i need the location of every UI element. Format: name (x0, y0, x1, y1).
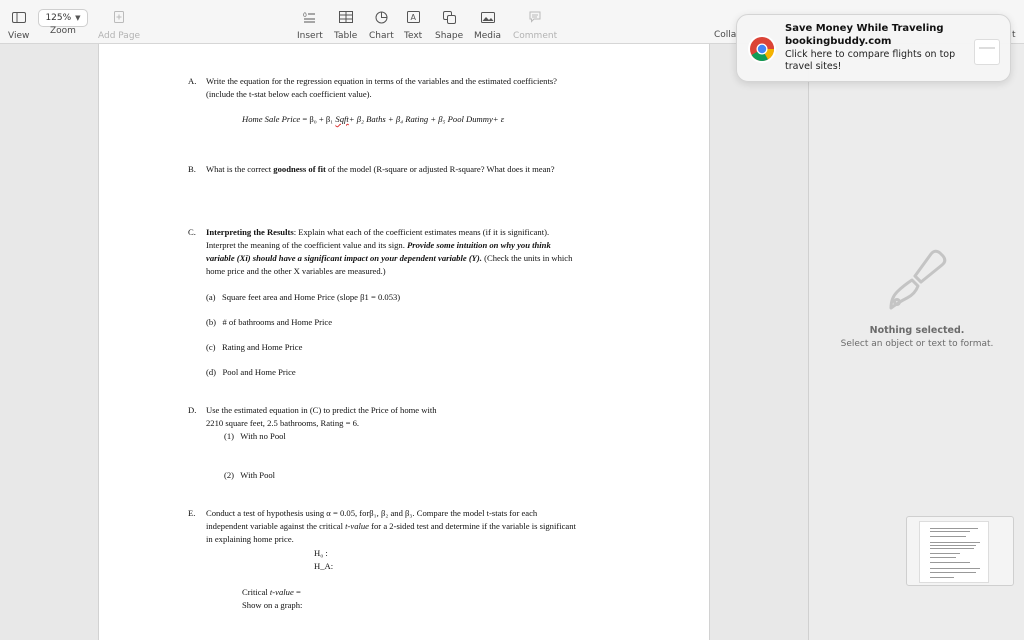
zoom-select[interactable]: 125% ▼ (38, 9, 88, 27)
table-button[interactable]: Table (334, 8, 357, 41)
format-button[interactable]: t (1012, 30, 1016, 40)
question-d-sub-1: (1) With no Pool (224, 431, 286, 441)
media-icon (481, 8, 495, 26)
text-button[interactable]: A Text (404, 8, 422, 41)
comment-icon (529, 8, 541, 26)
question-e-line2: independent variable against the critical t-value for a 2-sided test and determine if the variable is significant (206, 521, 576, 531)
show-on-graph: Show on a graph: (242, 600, 303, 610)
view-button[interactable]: View (8, 8, 29, 41)
svg-text:A: A (410, 13, 416, 22)
chart-button[interactable]: Chart (369, 8, 394, 41)
question-d-letter: D. (188, 405, 197, 415)
shape-button[interactable]: Shape (435, 8, 463, 41)
insert-icon (303, 8, 316, 26)
media-button[interactable]: Media (474, 8, 501, 41)
null-hypothesis: H₀ : (314, 548, 328, 558)
notification-body: Click here to compare flights on top travel sites! (785, 49, 956, 72)
question-d-line1: Use the estimated equation in (C) to predict the Price of home with (206, 405, 437, 415)
question-e-line3: in explaining home price. (206, 534, 294, 544)
question-c-sub-a: (a) Square feet area and Home Price (slope β1 = 0.053) (206, 292, 401, 302)
chrome-notification[interactable] (736, 14, 1011, 82)
question-a-letter: A. (188, 76, 197, 86)
collaborate-button[interactable]: Colla (714, 30, 737, 40)
alt-hypothesis: H_A: (314, 561, 334, 571)
add-page-button[interactable]: Add Page (98, 8, 140, 41)
question-e-letter: E. (188, 508, 196, 518)
question-a-line1: Write the equation for the regression equation in terms of the variables and the estimated coefficients? (206, 76, 557, 86)
inspector-subtitle: Select an object or text to format. (840, 339, 994, 349)
text-box-icon (407, 8, 420, 26)
question-c-line2: Interpret the meaning of the coefficient value and its sign. Provide some intuition on why you think (206, 240, 551, 250)
page-thumbnail[interactable] (906, 516, 1014, 586)
question-b-text: What is the correct goodness of fit of the model (R-square or adjusted R-square? What does it mean? (206, 164, 555, 174)
page-thumbnail-preview (919, 521, 989, 583)
paintbrush-icon (885, 246, 949, 323)
question-c-sub-b: (b) # of bathrooms and Home Price (206, 317, 333, 327)
table-icon (339, 8, 353, 26)
question-a-line2: (include the t-stat below each coefficient value). (206, 89, 372, 99)
shape-icon (443, 8, 456, 26)
question-c-line1: Interpreting the Results: Explain what each of the coefficient estimates means (if it is significant). (206, 227, 550, 237)
question-d-line2: 2210 square feet, 2.5 bathrooms, Rating = 6. (206, 418, 360, 428)
insert-button[interactable]: 0 Insert (297, 8, 323, 41)
notification-image (974, 39, 1000, 65)
svg-text:0: 0 (303, 12, 308, 19)
question-c-sub-d: (d) Pool and Home Price (206, 367, 296, 377)
question-d-sub-2: (2) With Pool (224, 470, 276, 480)
critical-value-line: Critical t-value = (242, 587, 301, 597)
sidebar-icon (12, 8, 26, 26)
question-e-line1: Conduct a test of hypothesis using α = 0.05, forβ₁, β₂ and β₃. Compare the model t-stats for each (206, 508, 538, 518)
notification-title: Save Money While Traveling (785, 23, 944, 34)
question-c-line3: variable (Xi) should have a significant impact on your dependent variable (Y). (Check the units in which (206, 253, 573, 263)
notification-site: bookingbuddy.com (785, 36, 892, 47)
chrome-icon (747, 34, 777, 69)
chart-icon (375, 8, 388, 26)
comment-button[interactable]: Comment (513, 8, 557, 41)
add-page-icon (114, 8, 124, 26)
regression-equation: Home Sale Price = β₀ + β₁ Sqft+ β₂ Baths + β₄ Rating + β₅ Pool Dummy+ ε (242, 114, 505, 124)
question-c-line4: home price and the other X variables are measured.) (206, 266, 386, 276)
question-c-letter: C. (188, 227, 196, 237)
inspector-title: Nothing selected. (869, 325, 965, 336)
chevron-down-icon: ▼ (75, 14, 81, 22)
document-page[interactable] (98, 44, 710, 640)
zoom-label-item: Zoom (50, 26, 76, 36)
question-c-sub-c: (c) Rating and Home Price (206, 342, 303, 352)
question-b-letter: B. (188, 164, 196, 174)
